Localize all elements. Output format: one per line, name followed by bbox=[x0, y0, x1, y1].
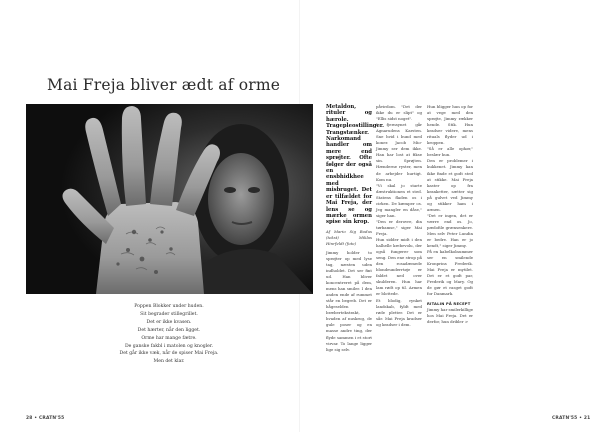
poem-line: Orme har mange fætre. bbox=[141, 335, 197, 341]
poem-line: Men det klar. bbox=[153, 359, 185, 365]
article-paragraph: Jimmy holder to sprøjter op med lyse tag, næsten uden indholdet. Det ser fint ud. Han bliver koncentreret på dem, mens han smiler. I den anden ende af rummet står en begreb. Det er hågeselden bræbertekstrakt, hvaden af nuskrog, de gule poser og en masse andre ting, der flyde sammen i et stort virvar. To lange ligger lige sig selv. bbox=[326, 249, 372, 352]
article-paragraph: Den er problemer i kukkenet. Jimmy kan ikke finde et godt sted at stikke. Mai Freja kaster op fra kranketter, sætter sig på gulvet ved Jimmy og stikker ham i armen. bbox=[427, 158, 473, 212]
article-column-2 bbox=[376, 104, 422, 328]
poem-line: Sit begrader stillegrillet. bbox=[140, 311, 198, 317]
hand-portrait-image bbox=[26, 104, 313, 294]
page-folio-left: 28 • CRATN'55 bbox=[26, 416, 65, 421]
article-byline: Af Mario Sig Bodus (tekst) Miklas Hinrfeldt (foto) bbox=[326, 228, 372, 246]
article-paragraph: påvirdom. "Det der ikke du er slipt" og "Ellis sidst noget". bbox=[376, 104, 422, 122]
poem-line: Poppen Blokker under huden. bbox=[134, 304, 204, 309]
article-paragraph: På en kabelkolnummer ser en smilende Kronprins Frederik. Mai Freja er mytilet. Det er et godt par, Frederik og Mary. Og de gør et rasget godt for Danmark. bbox=[427, 249, 473, 297]
article-paragraph: Jimmy har smilerkillige hos Mai Freja. Det er derfor, hun dribler > bbox=[427, 306, 474, 324]
article-paragraph: "Så er alle ophør," beslær hun. bbox=[427, 146, 473, 158]
article-lead: Metaldon, rituler og hærole. Tragepleostillinger. Trangstænker. Narkomand handler om mere end sprøjter. Ofte følger der også en ensbhidkhee med misbruget. Det er tilfældet for Mai Freja, der lens se og mærke ormen spise sin krop. bbox=[326, 104, 385, 226]
article-paragraph: "Den er derovre, din tørbamse," siger Mai Freja. bbox=[376, 218, 422, 236]
article-subhead: RITALIN PÅ RECEPT bbox=[427, 301, 471, 306]
article-headline: Mai Freja bliver ædt af orme bbox=[47, 76, 281, 94]
article-column-3 bbox=[427, 104, 473, 325]
poem-caption bbox=[105, 303, 233, 366]
article-paragraph: Hun sidder midt i den halhelle krebevolu, der også fungerer som seng. Den ene strop på den rosadæmede blondeunderrtøje er faldet ned over skulderen. Hun har lam rødt op til. Armen er blottede. bbox=[376, 237, 422, 297]
article-paragraph: I fjernsynet går Agnarudens Karsten. Sne hvid i bund med koner. Jacob Mio-Jimmy ser dem ikke. Han har lost at fikse sin. Sprøjten. Hænderne ryster, men de arbejder hurtigt. Kom nu. bbox=[376, 122, 422, 182]
poem-line: Det er ikke kvasen. bbox=[146, 319, 192, 325]
poem-line: De ganske fakbl i matolen og knogler. bbox=[124, 343, 214, 349]
article-paragraph: "Vi skal jo starte dæstruktionen et sted. Statens fladen os i cirken. De kæmper os. Jeg mangler en dåse," siger han. bbox=[376, 182, 422, 218]
poem-line: Det går ikke væk, når de spiser Mai Freja. bbox=[119, 351, 219, 357]
article-photo bbox=[26, 104, 313, 294]
page-folio-right: CRATN'55 • 21 bbox=[552, 416, 591, 421]
article-paragraph: Hun bligger hun op for at vege med den sprøjte, Jimmy rækker hende. Stik. Hun kradser videre, mens rituals flyder ud i kroppen. bbox=[427, 104, 473, 146]
article-paragraph: Et blodig, rynket landskab, fyldt med røde pletter. Det er sår. Mai Freja kradser og kradser i dem. bbox=[376, 297, 422, 327]
article-paragraph: "Det er ingen, det er værre end os. Jo, pædofile grænsenkere. Men selv Peter Lundin er bedre. Han er jo kendt," siger Jimmy. bbox=[427, 212, 473, 249]
poem-line: Det hærter, når den ligget. bbox=[137, 327, 201, 333]
article-column-1 bbox=[326, 104, 385, 353]
